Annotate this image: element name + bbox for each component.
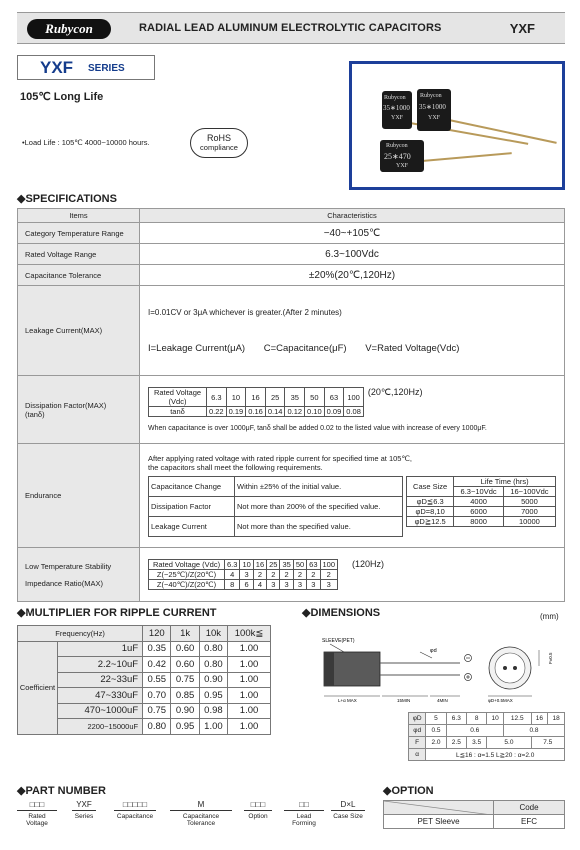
end-item: Capacitance Change xyxy=(149,477,235,497)
df-val: 0.10 xyxy=(305,407,325,417)
end-item: Dissipation Factor xyxy=(149,497,235,517)
coef: 0.98 xyxy=(199,703,227,719)
coef: 0.42 xyxy=(143,657,171,673)
df-val: 0.12 xyxy=(285,407,305,417)
part-caption: Series xyxy=(74,813,94,820)
end-view-inner xyxy=(495,653,525,683)
dim-head: F xyxy=(409,737,426,749)
coef: 0.70 xyxy=(143,688,171,704)
row-label: Capacitance Tolerance xyxy=(18,265,140,286)
lt-row-label: Z(−25℃)/Z(20℃) xyxy=(149,570,225,580)
part-code: □□ xyxy=(284,800,324,811)
row-label xyxy=(18,548,140,602)
row-value: −40~+105℃ xyxy=(140,223,565,244)
coef: 0.60 xyxy=(171,641,199,657)
lt-volt: 6.3 xyxy=(225,560,240,570)
life-val: 7000 xyxy=(503,507,555,517)
part-caption: Case Size xyxy=(333,813,363,820)
dim-head: φd xyxy=(409,725,426,737)
series-name: YXF xyxy=(40,58,74,77)
coef: 1.00 xyxy=(228,719,271,735)
coef: 1.00 xyxy=(228,688,271,704)
lt-val: 8 xyxy=(225,580,240,590)
leakage-c: C=Capacitance(μF) xyxy=(263,342,347,354)
rohs-label: RoHS xyxy=(206,133,231,143)
endurance-cell xyxy=(140,444,565,548)
df-volt: 100 xyxy=(344,388,364,407)
dim-d: 12.5 xyxy=(503,713,531,725)
life-case: φD≧12.5 xyxy=(407,517,454,527)
lt-val: 2 xyxy=(253,570,266,580)
part-code: YXF xyxy=(72,800,96,811)
leakage-formula: I=0.01CV or 3μA whichever is greater.(After 2 minutes) xyxy=(148,307,342,317)
part-field xyxy=(72,800,96,820)
diagonal-line xyxy=(384,801,492,815)
lt-val: 3 xyxy=(267,580,280,590)
lt-row-label: Z(−40℃)/Z(20℃) xyxy=(149,580,225,590)
cap-series: YXF xyxy=(391,115,404,121)
cap-rating: 35∗1000 xyxy=(419,103,446,111)
df-table xyxy=(148,387,364,417)
df-volt: 63 xyxy=(324,388,344,407)
coef: 0.95 xyxy=(171,719,199,735)
part-field xyxy=(114,800,156,820)
cap-rating: 25∗470 xyxy=(384,152,411,161)
df-condition: (20℃,120Hz) xyxy=(367,387,423,397)
dim-f: 5.0 xyxy=(487,737,531,749)
option-code: EFC xyxy=(494,815,565,829)
col-items: Items xyxy=(18,209,140,223)
spec-table xyxy=(17,208,565,602)
pd-label: φd xyxy=(430,648,437,654)
capacitor-image xyxy=(417,89,451,131)
end-item: Leakage Current xyxy=(149,517,235,537)
df-volt: 6.3 xyxy=(207,388,227,407)
lt-val: 4 xyxy=(253,580,266,590)
part-field xyxy=(17,800,57,827)
part-field xyxy=(331,800,365,820)
sleeve-pointer xyxy=(330,644,344,652)
dimension-table xyxy=(408,712,565,761)
length-label: L+α MAX xyxy=(338,698,357,703)
df-label: Dissipation Factor(MAX) xyxy=(25,400,107,410)
dmax-label: φD+0.5MAX xyxy=(488,698,513,703)
df-val: 0.19 xyxy=(226,407,246,417)
lt-volt: 25 xyxy=(267,560,280,570)
end-view-lead xyxy=(503,666,507,670)
lt-condition: (120Hz) xyxy=(352,559,385,569)
f-label: F±0.5 xyxy=(548,652,553,664)
coef: 0.90 xyxy=(171,703,199,719)
cap-range: 22~33uF xyxy=(58,672,143,688)
row-label: Leakage Current(MAX) xyxy=(18,286,140,376)
dimension-drawing xyxy=(310,630,565,708)
lt-table xyxy=(148,559,338,590)
page-header xyxy=(17,12,565,44)
part-caption: Rated Voltage xyxy=(26,813,48,827)
part-field xyxy=(170,800,232,827)
cap-range: 2200~15000uF xyxy=(58,719,143,735)
cap-range: 470~1000uF xyxy=(58,703,143,719)
df-volt: 16 xyxy=(246,388,266,407)
part-code: M xyxy=(170,800,232,811)
cap-series: YXF xyxy=(396,163,409,169)
leakage-v: V=Rated Voltage(Vdc) xyxy=(365,342,460,354)
freq: 100k≦ xyxy=(228,626,271,642)
coef: 1.00 xyxy=(228,657,271,673)
coef: 0.55 xyxy=(143,672,171,688)
cap-brand: Rubycon xyxy=(420,93,442,99)
lt-volt: 16 xyxy=(253,560,266,570)
dim-pd: 0.5 xyxy=(426,725,446,737)
capacitor-image xyxy=(380,140,424,172)
lt-volt: 100 xyxy=(320,560,338,570)
min15-label: 15MIN xyxy=(397,698,411,703)
coef: 0.35 xyxy=(143,641,171,657)
leakage-cell xyxy=(140,286,565,376)
part-code: D×L xyxy=(331,800,365,811)
life-case-head: Case Size xyxy=(407,477,454,497)
section-dimensions: ◆DIMENSIONS xyxy=(302,607,381,619)
dim-alpha: L≦16 : α=1.5 L≧20 : α=2.0 xyxy=(426,749,565,761)
lead-wire xyxy=(422,152,512,161)
dim-pd: 0.8 xyxy=(503,725,564,737)
end-req: Not more than the specified value. xyxy=(235,517,403,537)
df-val: 0.14 xyxy=(265,407,285,417)
coef: 0.90 xyxy=(199,672,227,688)
lt-val: 2 xyxy=(267,570,280,580)
lt-head: Rated Voltage (Vdc) xyxy=(149,560,225,570)
coef: 1.00 xyxy=(228,703,271,719)
section-ripple: ◆MULTIPLIER FOR RIPPLE CURRENT xyxy=(17,607,217,619)
end-req: Within ±25% of the initial value. xyxy=(235,477,403,497)
freq-label: Frequency(Hz) xyxy=(18,626,143,642)
option-code-head: Code xyxy=(494,801,565,815)
cap-range: 1uF xyxy=(58,641,143,657)
dim-pd: 0.6 xyxy=(446,725,503,737)
lt-val: 6 xyxy=(240,580,253,590)
part-code: □□□ xyxy=(17,800,57,811)
part-caption: Capacitance Tolerance xyxy=(182,813,220,827)
df-volt: 35 xyxy=(285,388,305,407)
coef: 0.95 xyxy=(199,688,227,704)
lt-val: 2 xyxy=(293,570,306,580)
endurance-line2: the capacitors shall meet the following requirements. xyxy=(148,463,323,472)
endurance-line1: After applying rated voltage with rated ripple current for specified time at 105℃, xyxy=(148,454,412,463)
dim-d: 18 xyxy=(548,713,565,725)
coef: 1.00 xyxy=(199,719,227,735)
cap-series: YXF xyxy=(428,115,441,121)
lt-val: 2 xyxy=(320,570,338,580)
end-req: Not more than 200% of the specified value. xyxy=(235,497,403,517)
leakage-i: I=Leakage Current(μA) xyxy=(148,342,246,354)
coef: 0.80 xyxy=(199,641,227,657)
rohs-badge xyxy=(190,128,248,158)
row-value: ±20%(20℃,120Hz) xyxy=(140,265,565,286)
lt-val: 3 xyxy=(320,580,338,590)
headline: 105℃ Long Life xyxy=(20,91,104,103)
life-val: 8000 xyxy=(454,517,504,527)
lt-val: 3 xyxy=(293,580,306,590)
part-caption: Capacitance xyxy=(116,813,154,820)
coef-label: Coefficient xyxy=(18,641,58,734)
lt-val: 3 xyxy=(240,570,253,580)
coef: 0.75 xyxy=(171,672,199,688)
part-code: □□□ xyxy=(244,800,272,811)
row-label: Endurance xyxy=(18,444,140,548)
ripple-table xyxy=(17,625,271,735)
sleeve-label: SLEEVE(PET) xyxy=(322,638,355,644)
lt-volt: 50 xyxy=(293,560,306,570)
part-caption: Option xyxy=(248,813,268,820)
brand-logo: Rubycon xyxy=(27,19,111,39)
part-field xyxy=(284,800,324,827)
df-val: 0.16 xyxy=(246,407,266,417)
endurance-table xyxy=(148,476,403,537)
df-note: When capacitance is over 1000μF, tanδ shall be added 0.02 to the listed value with increase of every 1000μF. xyxy=(148,425,487,432)
dim-f: 2.5 xyxy=(446,737,466,749)
df-val: 0.08 xyxy=(344,407,364,417)
life-case: φD≦6.3 xyxy=(407,497,454,507)
option-table xyxy=(383,800,565,829)
dim-f: 2.0 xyxy=(426,737,446,749)
rohs-compliance: compliance xyxy=(200,143,238,152)
cap-range: 47~330uF xyxy=(58,688,143,704)
lt-val: 4 xyxy=(225,570,240,580)
coef: 0.80 xyxy=(199,657,227,673)
life-table xyxy=(406,476,556,527)
lt-cell xyxy=(140,548,565,602)
col-characteristics: Characteristics xyxy=(140,209,565,223)
df-volt: 25 xyxy=(265,388,285,407)
option-corner xyxy=(384,801,494,815)
dims-unit: (mm) xyxy=(540,612,559,621)
row-label: Rated Voltage Range xyxy=(18,244,140,265)
life-val: 10000 xyxy=(503,517,555,527)
series-code: YXF xyxy=(509,21,535,36)
life-col: 6.3~10Vdc xyxy=(454,487,504,497)
dim-d: 8 xyxy=(466,713,486,725)
load-life-text: •Load Life : 105℃ 4000~10000 hours. xyxy=(22,138,150,147)
coef: 0.80 xyxy=(143,719,171,735)
df-val: 0.09 xyxy=(324,407,344,417)
part-field xyxy=(244,800,272,820)
lt-label2: Impedance Ratio(MAX) xyxy=(25,578,103,588)
coef: 1.00 xyxy=(228,641,271,657)
lt-val: 2 xyxy=(307,570,320,580)
section-part-number: ◆PART NUMBER xyxy=(17,785,106,797)
coef: 0.75 xyxy=(143,703,171,719)
df-head: Rated Voltage (Vdc) xyxy=(149,388,207,407)
life-case: φD=8,10 xyxy=(407,507,454,517)
coef: 0.85 xyxy=(171,688,199,704)
life-val: 6000 xyxy=(454,507,504,517)
coef: 1.00 xyxy=(228,672,271,688)
cap-brand: Rubycon xyxy=(386,143,408,149)
page-title: RADIAL LEAD ALUMINUM ELECTROLYTIC CAPACITORS xyxy=(139,22,442,34)
dim-d: 6.3 xyxy=(446,713,466,725)
row-label: Category Temperature Range xyxy=(18,223,140,244)
part-code: □□□□□ xyxy=(114,800,156,811)
coef: 0.60 xyxy=(171,657,199,673)
section-specifications: ◆SPECIFICATIONS xyxy=(17,193,117,205)
lt-volt: 10 xyxy=(240,560,253,570)
dim-f: 7.5 xyxy=(531,737,564,749)
part-caption: Lead Forming xyxy=(292,813,316,827)
freq: 10k xyxy=(199,626,227,642)
lt-volt: 63 xyxy=(307,560,320,570)
df-row-label: tanδ xyxy=(149,407,207,417)
life-col: 16~100Vdc xyxy=(503,487,555,497)
capacitor-image xyxy=(382,91,412,129)
df-label2: (tanδ) xyxy=(25,409,45,419)
df-volt: 10 xyxy=(226,388,246,407)
lt-volt: 35 xyxy=(280,560,293,570)
series-suffix: SERIES xyxy=(88,63,125,74)
life-val: 4000 xyxy=(454,497,504,507)
lt-val: 3 xyxy=(307,580,320,590)
cap-range: 2.2~10uF xyxy=(58,657,143,673)
min4-label: 4MIN xyxy=(437,698,448,703)
option-name: PET Sleeve xyxy=(384,815,494,829)
dim-d: 10 xyxy=(487,713,504,725)
freq: 120 xyxy=(143,626,171,642)
df-val: 0.22 xyxy=(207,407,227,417)
df-volt: 50 xyxy=(305,388,325,407)
cap-brand: Rubycon xyxy=(384,95,406,101)
lt-val: 2 xyxy=(280,570,293,580)
series-box xyxy=(17,55,155,80)
df-cell xyxy=(140,376,565,444)
dim-d: 5 xyxy=(426,713,446,725)
section-option: ◆OPTION xyxy=(383,785,434,797)
end-view-lead xyxy=(513,666,517,670)
life-val: 5000 xyxy=(503,497,555,507)
row-label xyxy=(18,376,140,444)
life-head: Life Time (hrs) xyxy=(454,477,556,487)
dim-d: 16 xyxy=(531,713,548,725)
lt-label1: Low Temperature Stability xyxy=(25,561,112,571)
lt-val: 3 xyxy=(280,580,293,590)
capacitor-end xyxy=(324,652,334,686)
dim-head: φD xyxy=(409,713,426,725)
cap-rating: 35∗1000 xyxy=(383,104,410,112)
product-photo xyxy=(349,61,565,190)
freq: 1k xyxy=(171,626,199,642)
row-value: 6.3~100Vdc xyxy=(140,244,565,265)
dim-f: 3.5 xyxy=(466,737,486,749)
dim-head: α xyxy=(409,749,426,761)
